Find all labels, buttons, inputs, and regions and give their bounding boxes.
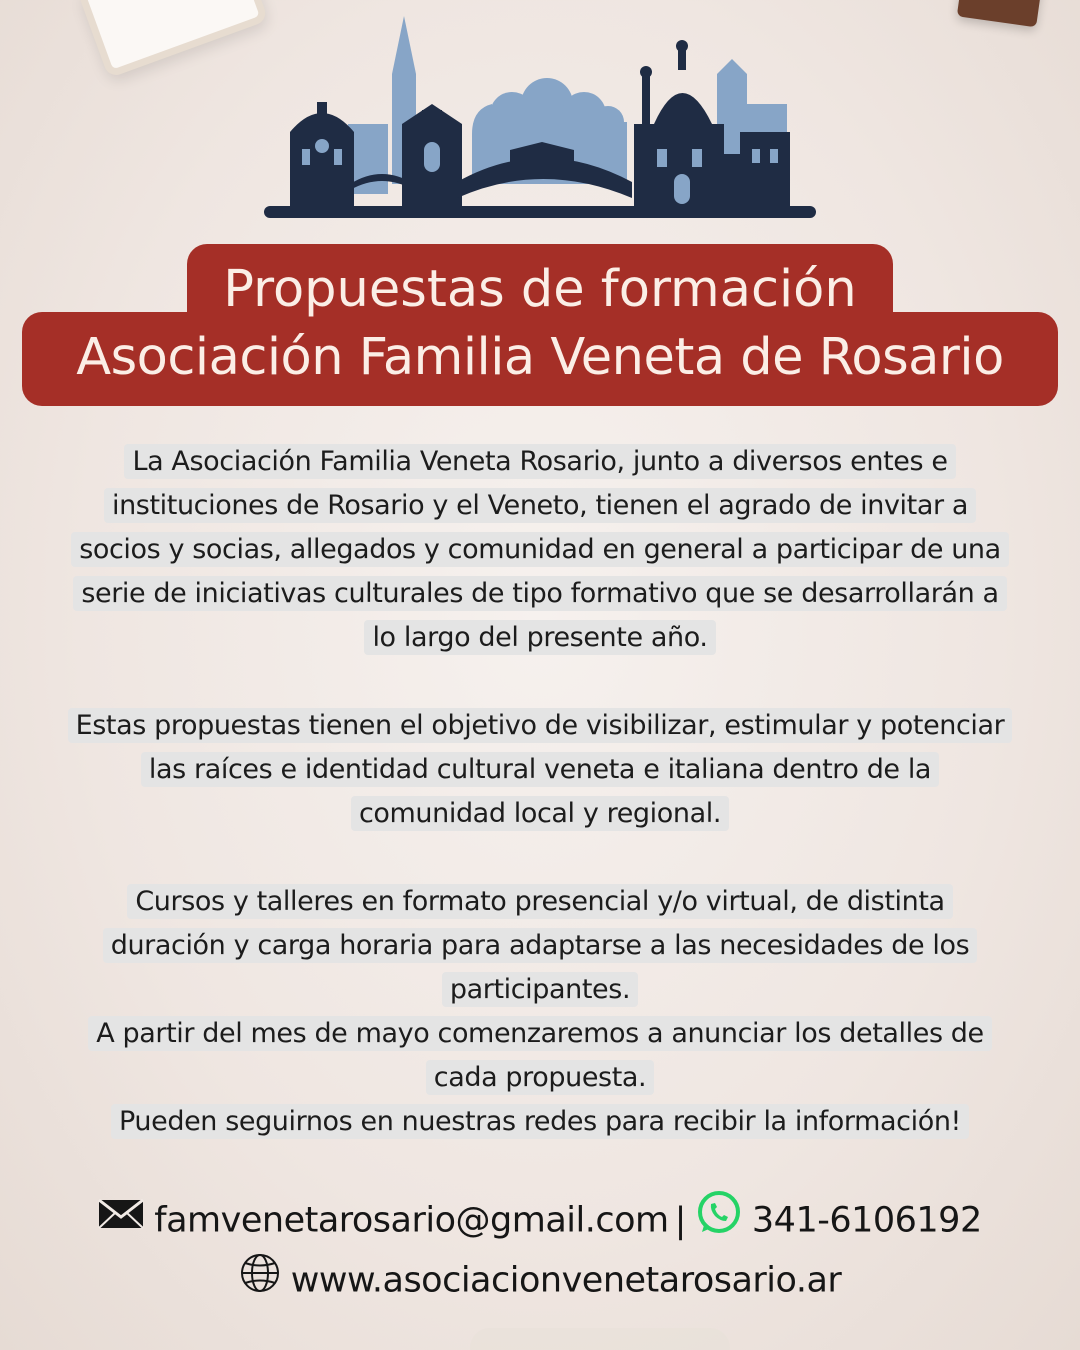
phone-link[interactable]: 341-6106192 [751,1200,982,1241]
page-subtitle: Asociación Familia Veneta de Rosario [76,328,1004,387]
venice-skyline-illustration [262,14,818,224]
paragraph-courses [30,880,1050,1144]
envelope-icon [98,1198,144,1238]
text-line: La Asociación Familia Veneta Rosario, junto a diversos entes e [124,444,955,479]
globe-icon [239,1252,281,1303]
text-line: Cursos y talleres en formato presencial y/o virtual, de distinta [127,884,952,919]
text-line: A partir del mes de mayo comenzaremos a anunciar los detalles de [88,1016,992,1051]
website-row [0,1256,1080,1307]
page-title: Propuestas de formación [223,260,857,319]
paragraph-objective [30,704,1050,836]
text-line: instituciones de Rosario y el Veneto, tienen el agrado de invitar a [104,488,976,523]
text-line: Estas propuestas tienen el objetivo de visibilizar, estimular y potenciar [68,708,1013,743]
website-link[interactable]: www.asociacionvenetarosario.ar [290,1260,842,1301]
decorative-tablet [77,0,268,78]
text-line: Pueden seguirnos en nuestras redes para recibir la información! [111,1104,969,1139]
body-text [30,440,1050,1144]
separator: | [674,1200,686,1241]
contact-row [0,1194,1080,1249]
decorative-book [957,0,1043,27]
text-line: cada propuesta. [426,1060,654,1095]
text-line: las raíces e identidad cultural veneta e italiana dentro de la [141,752,939,787]
text-line: comunidad local y regional. [351,796,729,831]
text-line: participantes. [442,972,638,1007]
text-line: lo largo del presente año. [364,620,715,655]
paragraph-intro [30,440,1050,660]
whatsapp-icon [696,1190,742,1245]
text-line: duración y carga horaria para adaptarse a las necesidades de los [103,928,978,963]
decorative-object [470,1328,730,1350]
email-link[interactable]: famvenetarosario@gmail.com [154,1200,669,1241]
text-line: socios y socias, allegados y comunidad en general a participar de una [71,532,1009,567]
text-line: serie de iniciativas culturales de tipo formativo que se desarrollarán a [73,576,1006,611]
